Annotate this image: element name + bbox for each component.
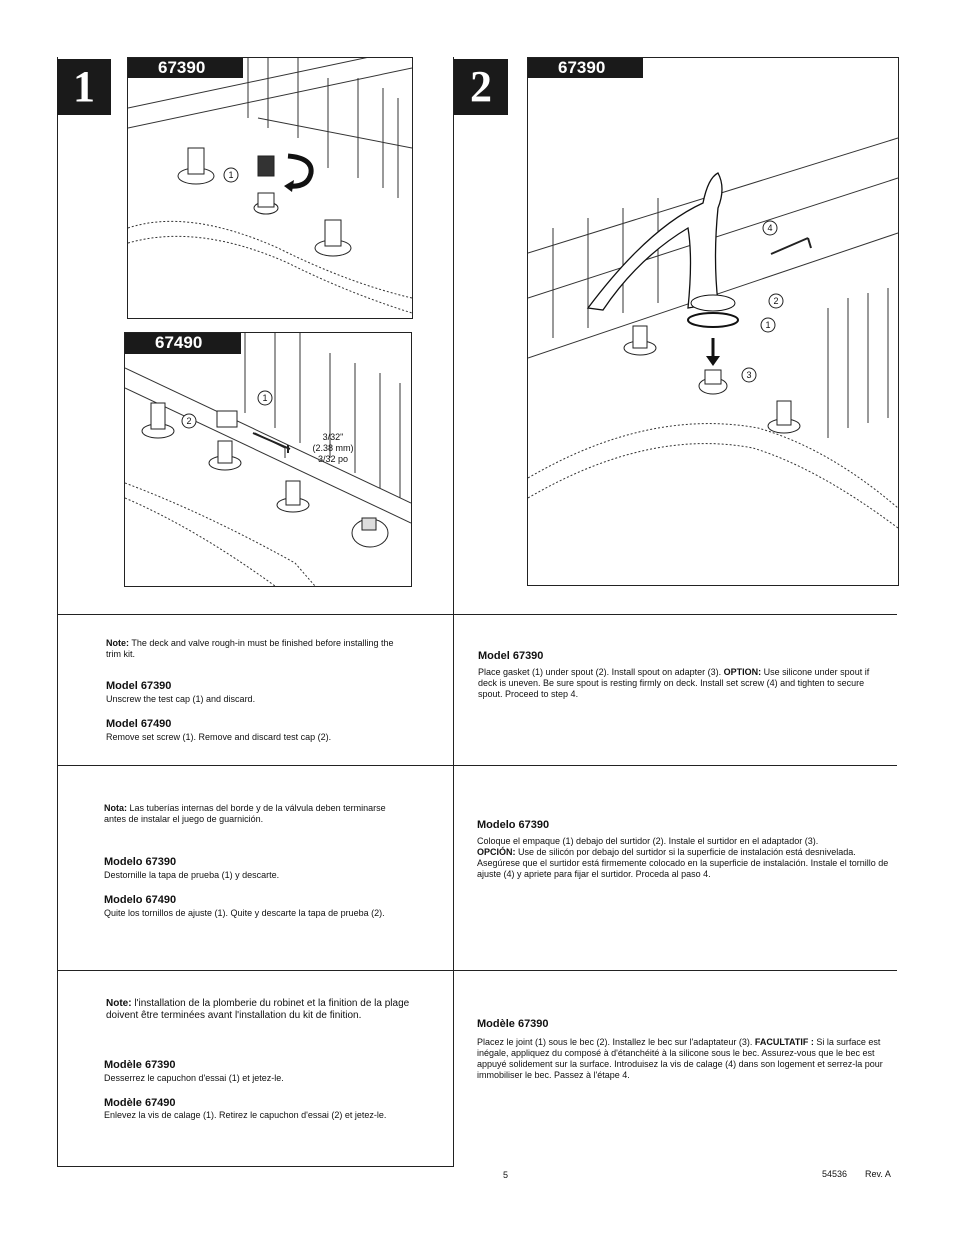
fr-model-b-text: Enlevez la vis de calage (1). Retirez le capuchon d'essai (2) et jetez-le. <box>104 1110 387 1120</box>
step-2-figure-67390 <box>527 57 899 586</box>
es-model-b-text: Quite los tornillos de ajuste (1). Quite y descarte la tapa de prueba (2). <box>104 908 385 918</box>
fr-note-text: l'installation de la plomberie du robinet et la finition de la plage doivent être terminées avant l'installation du kit de finition. <box>106 998 410 1021</box>
fr-note <box>106 998 426 1022</box>
row-divider-1 <box>57 614 897 615</box>
fr-model-a-title: Modèle 67390 <box>104 1059 176 1071</box>
fr-step2-text-1: Placez le joint (1) sous le bec (2). Installez le bec sur l'adaptateur (3). <box>477 1037 755 1047</box>
es-model-a-title: Modelo 67390 <box>104 856 177 868</box>
revision: Rev. A <box>865 1169 891 1179</box>
wrench-size-mm: (2.38 mm) <box>312 443 354 453</box>
en-step2-text <box>478 667 888 700</box>
step-2-callout-1: 1 <box>765 320 771 330</box>
es-model-b-title: Modelo 67490 <box>104 894 177 906</box>
es-step2-text-1: Coloque el empaque (1) debajo del surtidor (2). Instale el surtidor en el adaptador (3). <box>477 836 819 846</box>
step-1-figure-67390 <box>127 57 413 319</box>
row-divider-2 <box>57 765 897 766</box>
en-note-text: The deck and valve rough-in must be finished before installing the trim kit. <box>106 638 394 659</box>
step-1-model-tag-67390: 67390 <box>128 58 243 78</box>
en-model-a-title: Model 67390 <box>106 680 172 692</box>
fr-model-a-text: Desserrez le capuchon d'essai (1) et jetez-le. <box>104 1073 284 1083</box>
step-1-figure-67490 <box>124 332 412 587</box>
en-model-b-title: Model 67490 <box>106 718 172 730</box>
fr-step2-text <box>477 1037 892 1081</box>
bottom-rule <box>57 1166 454 1167</box>
row-divider-3 <box>57 970 897 971</box>
fr-step2-title: Modèle 67390 <box>477 1018 549 1030</box>
es-step2-option-label: OPCIÓN: <box>477 847 516 857</box>
fig-b-callout-1: 1 <box>262 393 268 403</box>
fr-model-b-title: Modèle 67490 <box>104 1097 176 1109</box>
en-model-a-text: Unscrew the test cap (1) and discard. <box>106 694 256 704</box>
en-step2-text-2: Use silicone under spout if deck is uneven. Be sure spout is resting firmly on deck. Install set screw (4) and tighten to secure spout. Proceed to step 4. <box>478 667 870 699</box>
fig-b-callout-2: 2 <box>186 416 192 426</box>
fr-note-label: Note: <box>106 998 132 1009</box>
en-note-label: Note: <box>106 638 129 648</box>
wrench-size-inch: 3/32" <box>322 432 344 442</box>
center-divider <box>453 57 454 1166</box>
es-note-text: Las tuberías internas del borde y de la válvula deben terminarse antes de instalar el juego de guarnición. <box>104 803 386 824</box>
wrench-size-label <box>303 432 363 465</box>
fr-step2-option-label: FACULTATIF : <box>754 1037 814 1047</box>
tub-deck-illustration-67390 <box>128 58 412 318</box>
en-step2-title: Model 67390 <box>478 650 544 662</box>
step-2-callout-4: 4 <box>767 223 773 233</box>
step-2-callout-2: 2 <box>773 296 779 306</box>
step-2-model-tag-67390: 67390 <box>528 58 643 78</box>
es-step2-title: Modelo 67390 <box>477 819 550 831</box>
doc-number: 54536 <box>822 1169 848 1179</box>
fig-a-callout-1: 1 <box>228 170 234 180</box>
tub-deck-illustration-67490 <box>125 333 411 586</box>
es-note-label: Nota: <box>104 803 127 813</box>
step-2-callout-3: 3 <box>746 370 752 380</box>
en-step2-text-1: Place gasket (1) under spout (2). Install spout on adapter (3). <box>478 667 724 677</box>
es-step2-text <box>477 836 892 880</box>
en-note <box>106 638 406 660</box>
step-2-number: 2 <box>454 59 508 115</box>
es-step2-text-2: Use de silicón por debajo del surtidor si la superficie de instalación está desnivelada. Asegúrese que el surtidor está firmemente colocado en la superficie de instalación. Instale el tornillo de ajuste (4) y apriete para fijar el surtidor. Proceda al paso 4. <box>477 847 889 879</box>
wrench-size-po: 3/32 po <box>317 454 349 464</box>
left-border <box>57 57 58 1166</box>
step-1-model-tag-67490: 67490 <box>125 333 241 354</box>
step-1-number: 1 <box>57 59 111 115</box>
es-model-a-text: Destornille la tapa de prueba (1) y descarte. <box>104 870 280 880</box>
en-model-b-text: Remove set screw (1). Remove and discard test cap (2). <box>106 732 332 742</box>
page-number: 5 <box>503 1170 509 1180</box>
spout-install-illustration <box>528 58 898 585</box>
es-note <box>104 803 404 825</box>
fr-step2-text-2: Si la surface est inégale, appliquez du composé à d'étanchéité à la silicone sous le bec. Assurez-vous que le bec est appuyé solidement sur la surface. Introduisez la vis de calage (4) dans son logement et serrez-la pour immobiliser le bec. Passez à l'étape 4. <box>477 1037 883 1080</box>
en-step2-option-label: OPTION: <box>723 667 762 677</box>
